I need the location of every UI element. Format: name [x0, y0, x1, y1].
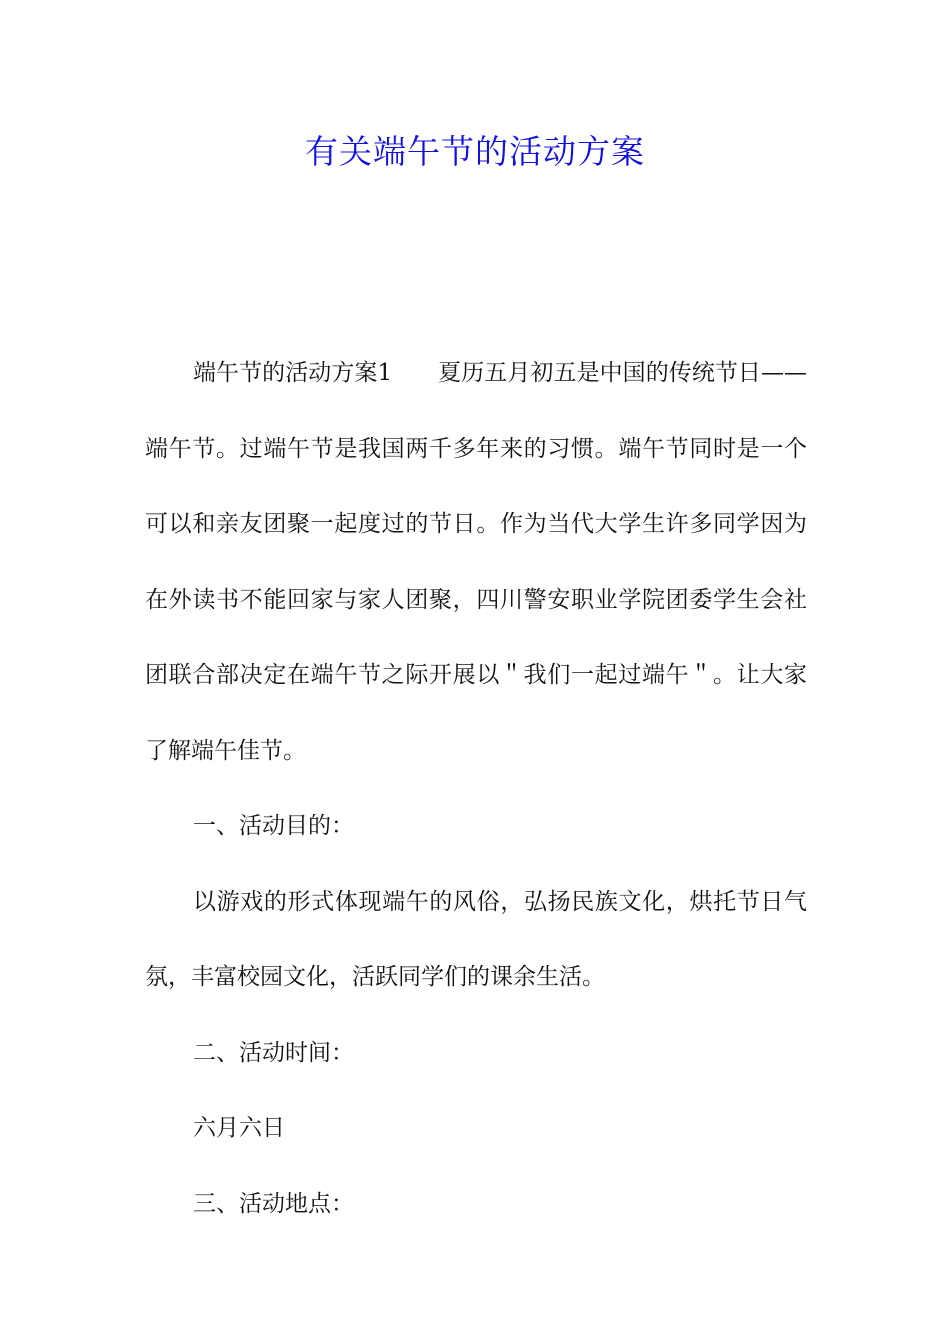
paragraph-intro	[145, 336, 807, 789]
section-heading-location: 三、活动地点：	[193, 1190, 354, 1217]
document-body	[145, 336, 807, 1242]
document-title: 有关端午节的活动方案	[305, 132, 645, 171]
section-heading-purpose: 一、活动目的：	[193, 813, 354, 839]
paragraph-purpose: 以游戏的形式体现端午的风俗，弘扬民族文化，烘托节日气氛，丰富校园文化，活跃同学们的课余生活。	[145, 888, 807, 990]
section-heading-time: 二、活动时间：	[193, 1039, 354, 1066]
intro-text: 夏历五月初五是中国的传统节日——端午节。过端午节是我国两千多年来的习惯。端午节同时是一个可以和亲友团聚一起度过的节日。作为当代大学生许多同学因为在外读书不能回家与家人团聚，四川警安职业学院团委学生会社团联合部决定在端午节之际开展以＂我们一起过端午＂。让大家了解端午佳节。	[145, 360, 807, 764]
intro-lead: 端午节的活动方案1	[193, 360, 393, 386]
paragraph-time: 六月六日	[193, 1115, 285, 1141]
